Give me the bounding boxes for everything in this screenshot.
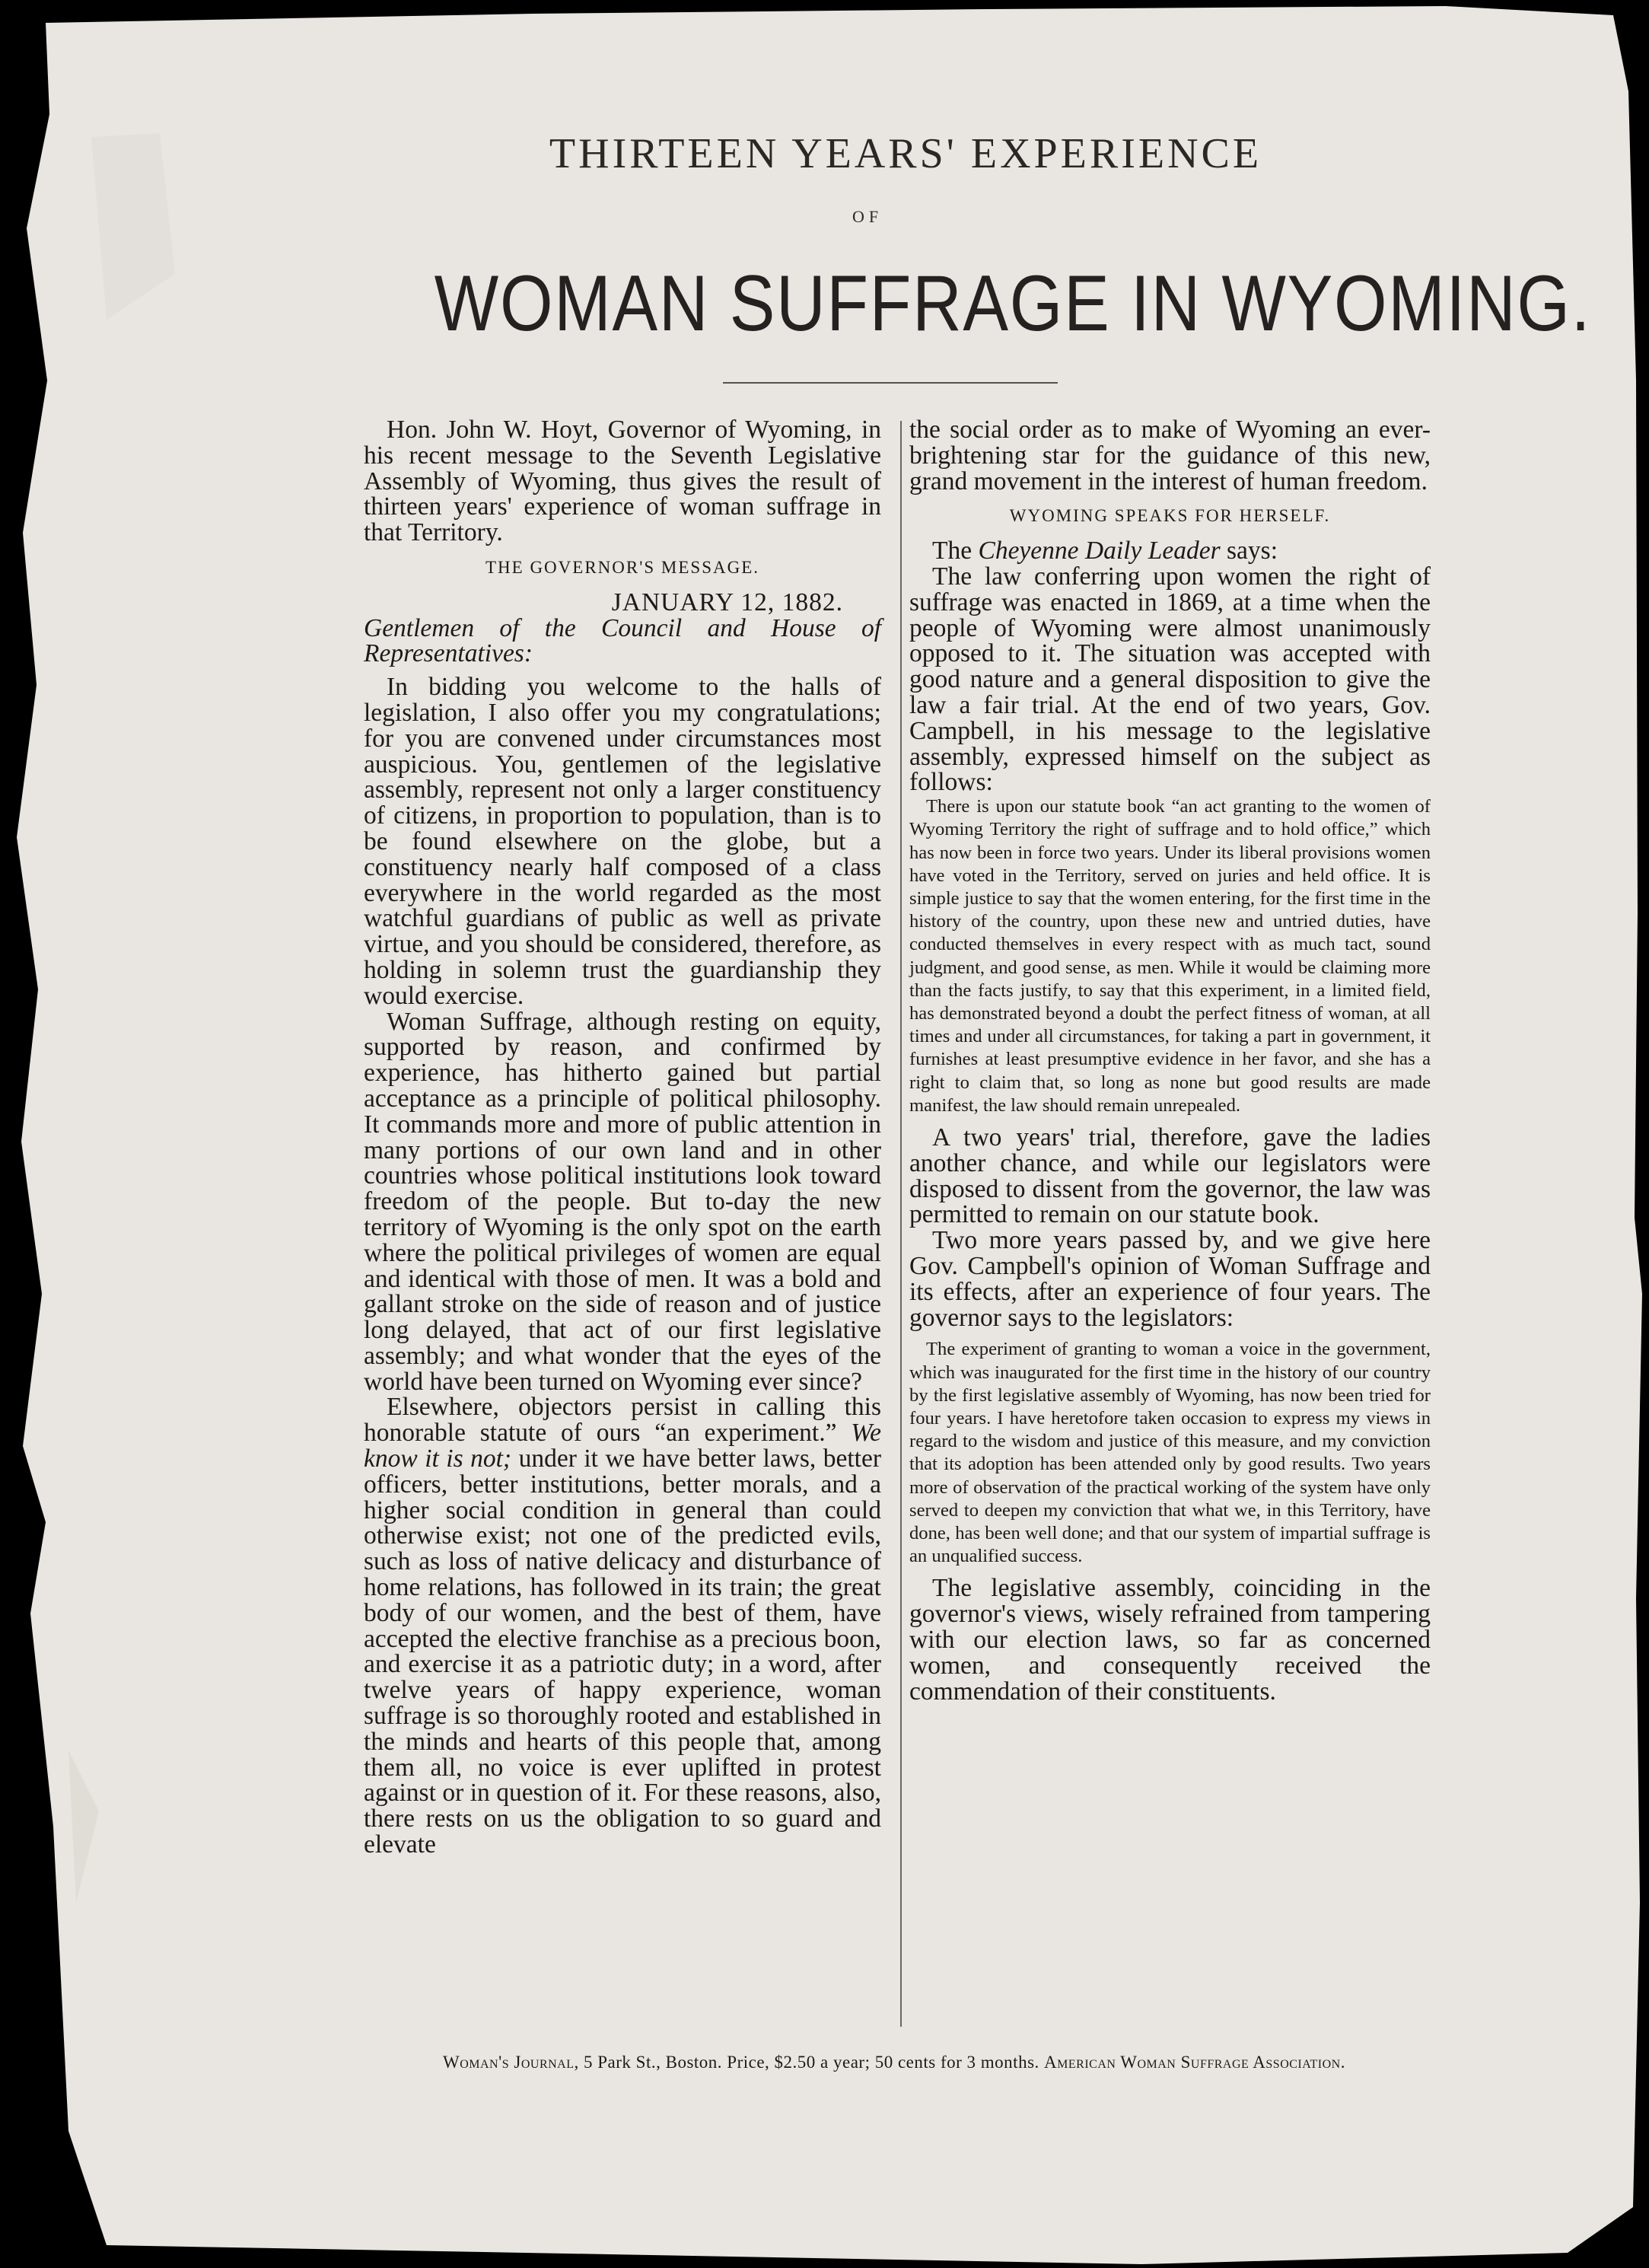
association-name: American Woman Suffrage Association. (1044, 2053, 1345, 2072)
section-heading-wyoming: WYOMING SPEAKS FOR HERSELF. (1009, 506, 1331, 526)
message-paragraph-2: Woman Suffrage, although resting on equity, supported by reason, and confirmed by experience, has hitherto gained but partial acceptance as a principle of political philosophy. It commands more and more of public attention in many portions of our own land and in other countries whose political institutions look toward freedom of the people. But to-day the new territory of Wyoming is the only spot on the earth where the political privileges of women are equal and identical with those of men. It was a bold and gallant stroke on the side of reason and of justice long delayed, that act of our first legislative assembly; and what wonder that the eyes of the world have been turned on Wyoming ever since? (364, 1007, 881, 1396)
message-paragraph-3 (364, 1394, 881, 1857)
paragraph-3-start: Elsewhere, objectors persist in calling this honorable statute of ours “an experiment.” (364, 1393, 881, 1448)
leader-paragraph-1: The law conferring upon women the right of suffrage was enacted in 1869, at a time when the people of Wyoming were almost unanimously opposed to it. The situation was accepted with good nature and a general disposition to give the law a fair trial. At the end of two years, Gov. Campbell, in his message to the legislative assembly, expressed himself on the subject as follows: (909, 562, 1431, 797)
journal-name: Woman's Journal (443, 2053, 575, 2072)
campbell-quote-2 (909, 1338, 1431, 1568)
quote-1-text: There is upon our statute book “an act granting to the women of Wyoming Territory the right of suffrage and to hold office,” which has now been in force two years. Under its liberal provisions women have voted in the Territory, served on juries and held office. It is simple justice to say that the women entering, for the first time in the history of the country, upon these new and untried duties, have conducted themselves in every respect with as much tact, sound judgment, and good sense, as men. While it would be claiming more than the facts justify, to say that this experiment, in a limited field, has demonstrated beyond a doubt the perfect fitness of woman, at all times and under all circumstances, for taking a part in government, it furnishes at least presumptive evidence in her favor, and she has a right to claim that, so long as none but good results are made manifest, the law should remain unrepealed. (909, 796, 1431, 1116)
leader-paragraph-2: A two years' trial, therefore, gave the ladies another chance, and while our legislators were disposed to dissent from the governor, the law was permitted to remain on our statute book. (909, 1123, 1431, 1229)
title-top: THIRTEEN YEARS' EXPERIENCE (549, 130, 1262, 177)
newspaper-name: Cheyenne Daily Leader (978, 537, 1221, 565)
leader-paragraph-4: The legislative assembly, coinciding in the governor's views, wisely refrained from tampering with our election laws, so far as concerned women, and consequently received the commendation of their constituents. (909, 1574, 1431, 1706)
left-column (364, 417, 881, 1858)
campbell-quote-1 (909, 795, 1431, 1117)
message-date: JANUARY 12, 1882. (611, 588, 843, 616)
column-divider (900, 421, 902, 2027)
right-column (909, 417, 1431, 1704)
title-of: OF (852, 207, 883, 226)
leader-pre: The (932, 537, 979, 565)
leader-intro (909, 538, 1431, 564)
footer-imprint (358, 2049, 1431, 2076)
title-divider (723, 382, 1058, 384)
page-title: WOMAN SUFFRAGE IN WYOMING. (434, 260, 1592, 348)
salutation: Gentlemen of the Council and House of Representatives: (364, 613, 881, 668)
publisher-address: , 5 Park St., Boston. Price, $2.50 a year; 50 cents for 3 months. (574, 2053, 1045, 2072)
paragraph-3-emphasis: We know it is not; (364, 1419, 881, 1473)
section-heading-governor: THE GOVERNOR'S MESSAGE. (485, 557, 760, 577)
continuation-paragraph: the social order as to make of Wyoming an ever-brightening star for the guidance of this new, grand movement in the interest of human freedom. (909, 416, 1431, 495)
message-paragraph-1: In bidding you welcome to the halls of legislation, I also offer you my congratulations; for you are convened under circumstances most auspicious. You, gentlemen of the legislative assembly, represent not only a larger constituency of citizens, in proportion to population, than is to be found elsewhere on the globe, but a constituency nearly half composed of a class everywhere in the world regarded as the most watchful guardians of public as well as private virtue, and you should be considered, therefore, as holding in solemn trust the guardianship they would exercise. (364, 673, 881, 1010)
quote-2-text: The experiment of granting to woman a voice in the government, which was inaugurated for the first time in the history of our country by the first legislative assembly of Wyoming, has now been tried for four years. I have heretofore taken occasion to express my views in regard to the wisdom and justice of this measure, and my conviction that its adoption has been attended only by good results. Two years more of observation of the practical working of the system have only served to deepen my conviction that what we, in this Territory, have done, has been well done; and that our system of impartial suffrage is an unqualified success. (909, 1339, 1431, 1567)
leader-post: says: (1220, 537, 1278, 565)
paragraph-3-end: under it we have better laws, better officers, better institutions, better morals, and a higher social condition in general than could otherwise exist; not one of the predicted evils, such as loss of native delicacy and disturbance of home relations, has followed in its train; the great body of our women, and the best of them, have accepted the elective franchise as a precious boon, and exercise it as a patriotic duty; in a word, after twelve years of happy experience, woman suffrage is so thoroughly rooted and established in the minds and hearts of this people that, among them all, no voice is ever uplifted in protest against or in question of it. For these reasons, also, there rests on us the obligation to so guard and elevate (364, 1445, 881, 1859)
leader-paragraph-3: Two more years passed by, and we give here Gov. Campbell's opinion of Woman Suffrage and its effects, after an experience of four years. The governor says to the legislators: (909, 1226, 1431, 1332)
intro-paragraph: Hon. John W. Hoyt, Governor of Wyoming, in his recent message to the Seventh Legislative Assembly of Wyoming, thus gives the result of thirteen years' experience of woman suffrage in that Territory. (364, 416, 881, 547)
